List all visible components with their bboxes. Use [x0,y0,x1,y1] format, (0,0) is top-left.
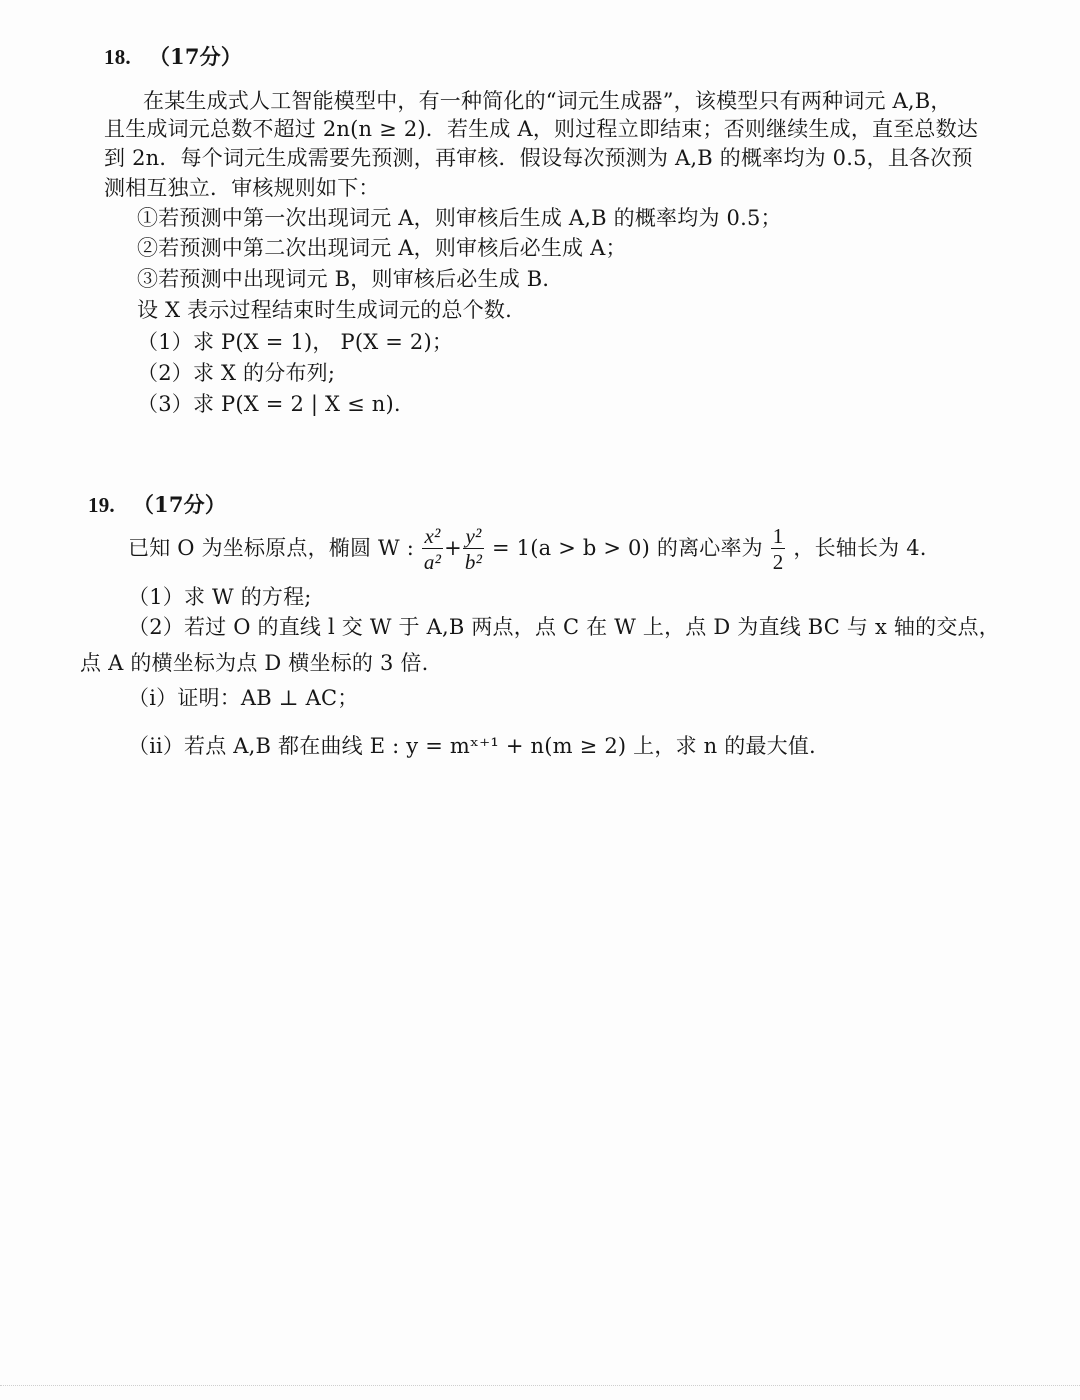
q19-part-2-cont: 点 A 的横坐标为点 D 横坐标的 3 倍. [80,651,429,675]
question-19-header [88,490,226,520]
q19-intro [128,518,927,578]
q19-part-2: （2）若过 O 的直线 l 交 W 于 A,B 两点，点 C 在 W 上，点 D 为直线 BC 与 x 轴的交点， [128,615,1000,639]
fraction-y2-b2 [463,524,484,575]
question-number: 18. [104,45,131,69]
fraction-one-half [771,524,786,575]
fraction-denominator: a² [423,550,442,574]
plus-sign: + [444,536,462,560]
q18-define-x: 设 X 表示过程结束时生成词元的总个数. [137,298,512,322]
question-score: （17分） [148,44,243,69]
q19-part-2-i: （ⅰ）证明：AB ⊥ AC； [128,686,359,710]
q18-rule-3: ③若预测中出现词元 B，则审核后必生成 B． [137,267,564,291]
q19-part-1: （1）求 W 的方程; [128,585,312,609]
page-bottom-edge [0,1385,1080,1392]
q18-line-4: 测相互独立．审核规则如下： [104,176,380,200]
q18-part-1: （1）求 P(X = 1)， P(X = 2)； [137,330,454,354]
q18-line-3: 到 2n．每个词元生成需要先预测，再审核．假设每次预测为 A,B 的概率均为 0.5，且各次预 [104,146,973,170]
fraction-x2-a2 [422,524,443,575]
question-score: （17分） [132,492,227,517]
fraction-numerator: 1 [772,524,784,548]
fraction-denominator: b² [464,550,483,574]
q18-part-3: （3）求 P(X = 2 | X ≤ n). [137,392,401,416]
question-18-header [104,42,242,72]
q18-line-2: 且生成词元总数不超过 2n(n ≥ 2)．若生成 A，则过程立即结束；否则继续生成，直至总数达 [104,117,979,141]
q19-part-2-ii: （ⅱ）若点 A,B 都在曲线 E : y = mˣ⁺¹ + n(m ≥ 2) 上，求 n 的最大值. [128,734,816,758]
q18-rule-1: ①若预测中第一次出现词元 A，则审核后生成 A,B 的概率均为 0.5； [137,206,782,230]
q18-line-1: 在某生成式人工智能模型中，有一种简化的“词元生成器”，该模型只有两种词元 A,B， [143,89,952,113]
fraction-denominator: 2 [772,550,784,574]
q18-part-2: （2）求 X 的分布列; [137,361,336,385]
q19-intro-middle: = 1(a > b > 0) 的离心率为 [491,536,763,560]
question-number: 19. [88,493,115,517]
fraction-numerator: x² [422,524,443,549]
q19-intro-end: ，长轴长为 4. [793,536,927,560]
q19-intro-text: 已知 O 为坐标原点，椭圆 W : [128,536,414,560]
fraction-numerator: y² [463,524,484,549]
q18-rule-2: ②若预测中第二次出现词元 A，则审核后必生成 A； [137,236,627,260]
